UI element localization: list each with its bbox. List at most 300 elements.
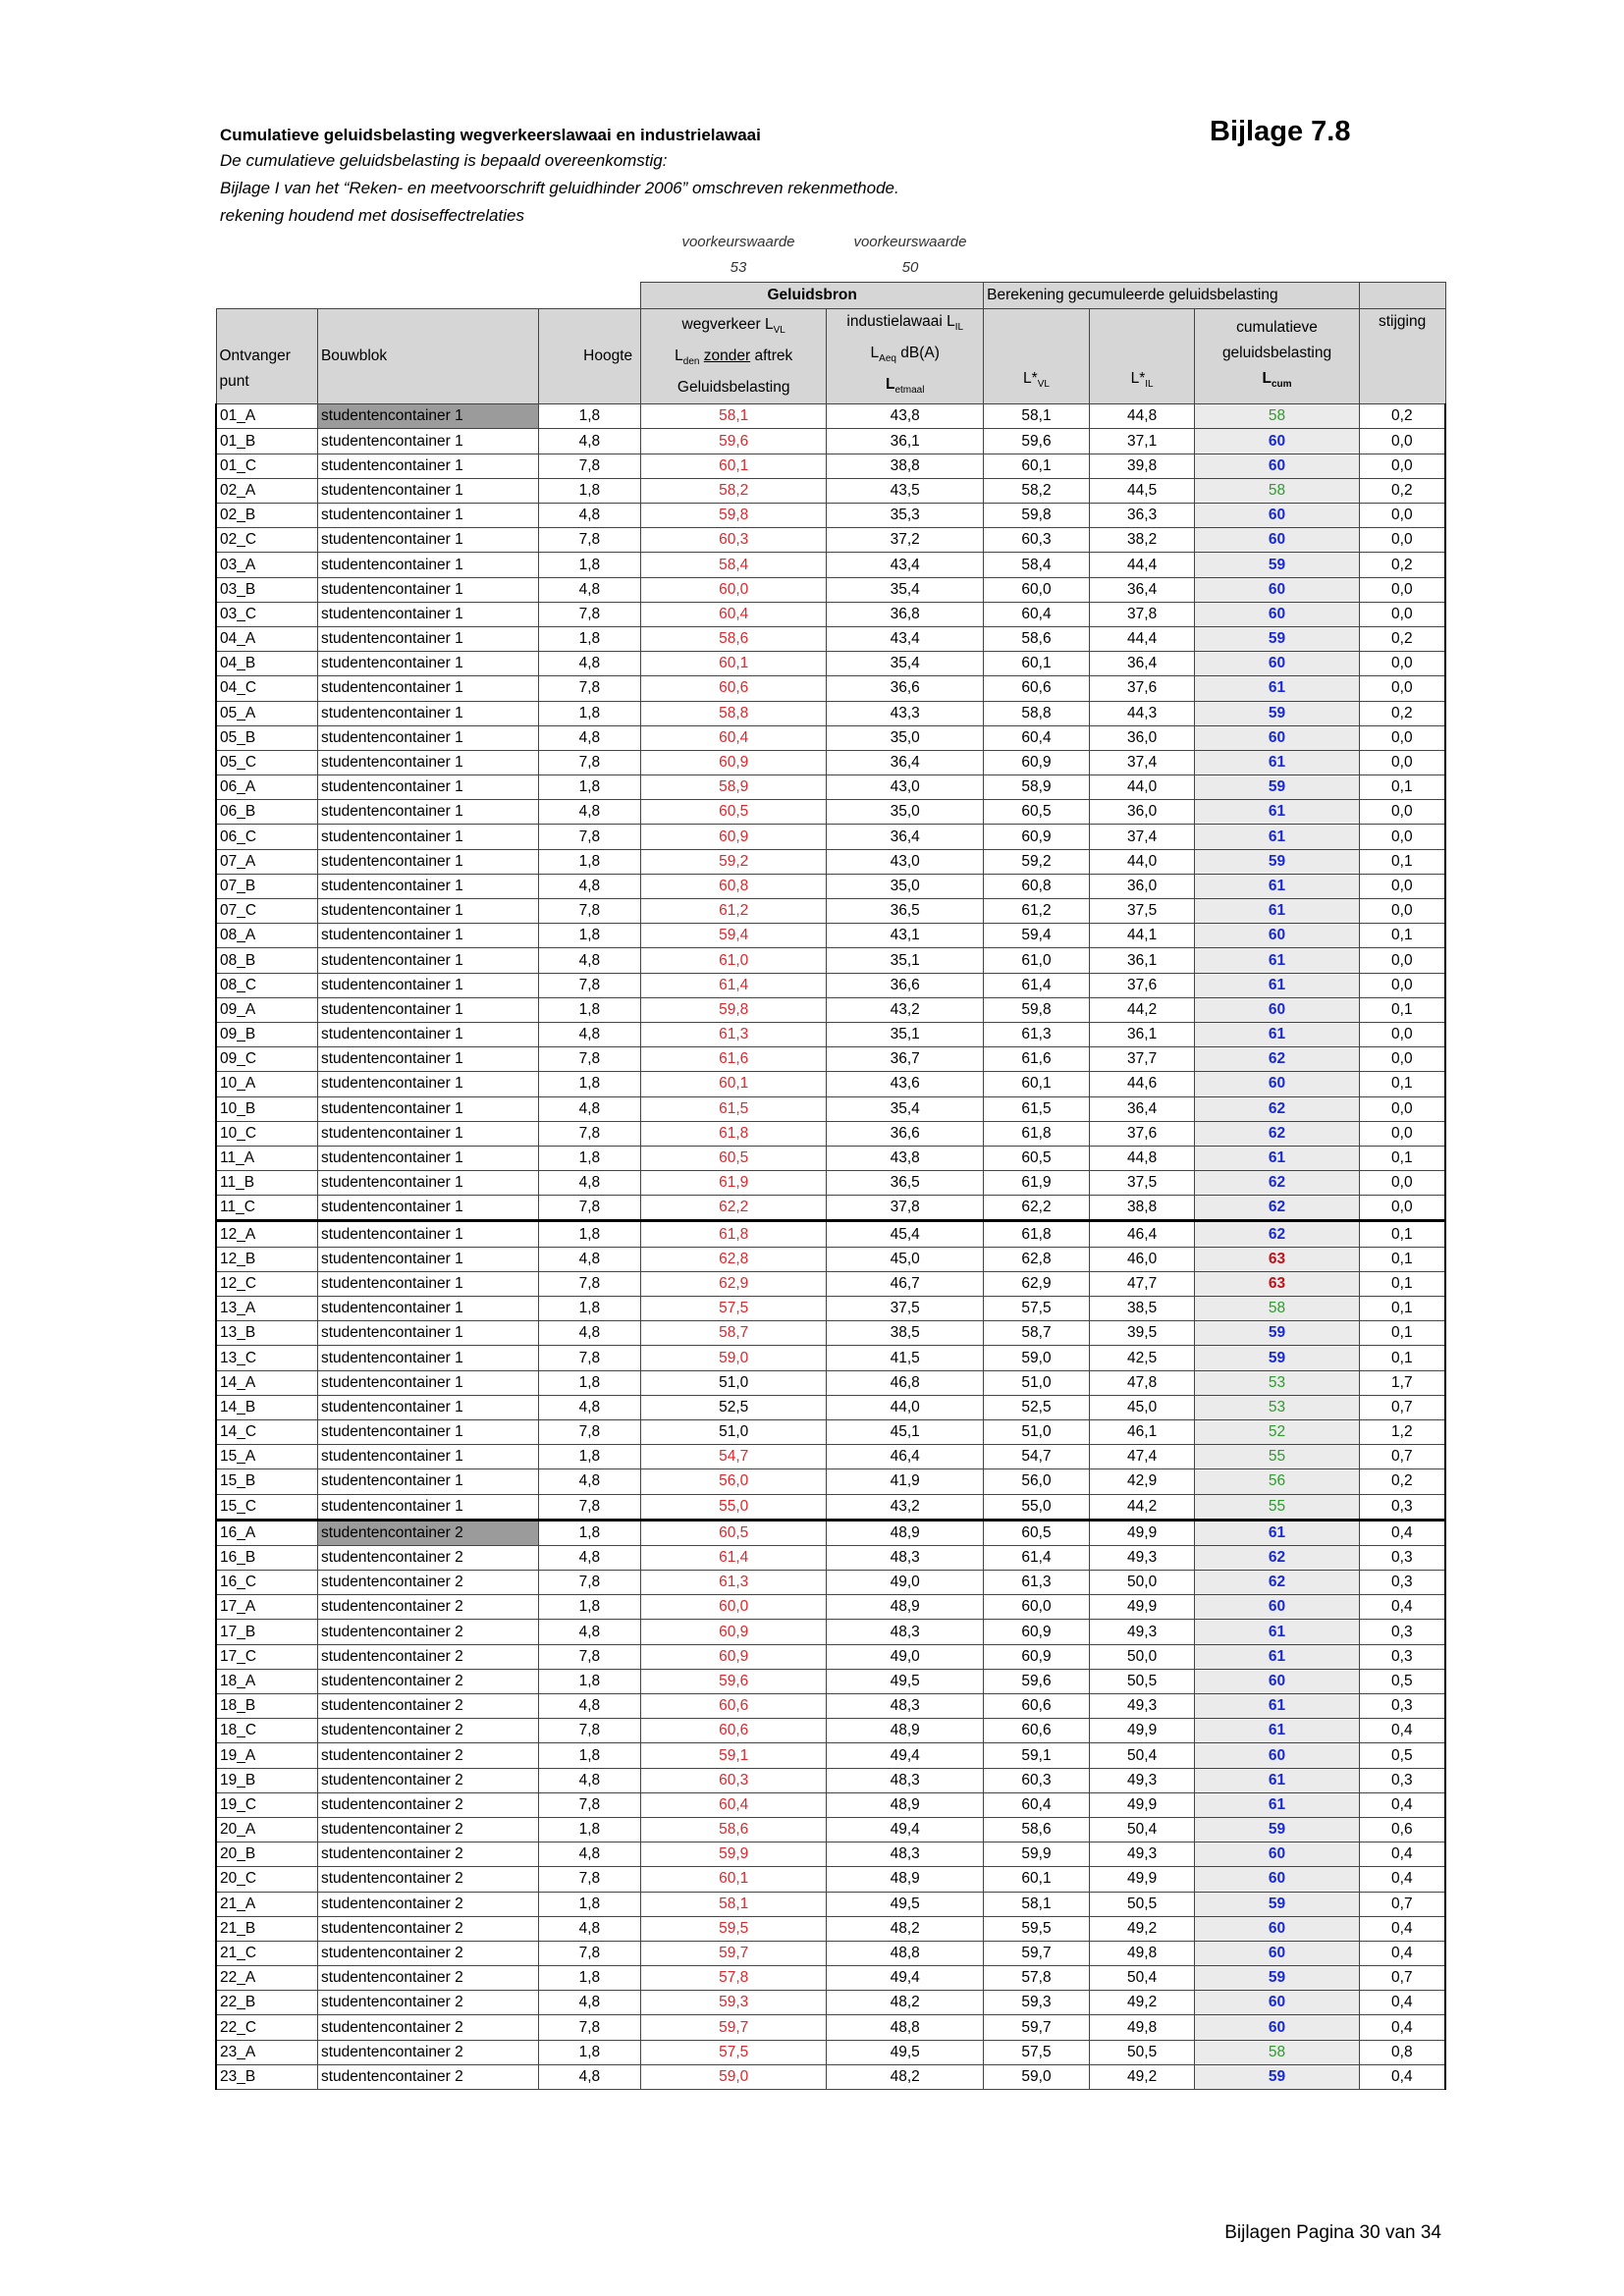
cell-rise: 0,6 [1359,1817,1445,1842]
cell-height: 4,8 [538,1916,641,1941]
cell-industry: 36,4 [827,825,984,849]
table-row [216,1817,1445,1842]
cell-lvl: 62,8 [984,1247,1090,1271]
cell-cumulative: 58 [1195,478,1359,503]
table-row [216,1792,1445,1817]
cell-rise: 0,2 [1359,1469,1445,1494]
cell-industry: 35,0 [827,725,984,750]
cell-rise: 0,0 [1359,676,1445,701]
cell-cumulative: 53 [1195,1395,1359,1419]
cell-block: studentencontainer 1 [317,874,538,898]
cell-block: studentencontainer 2 [317,1941,538,1965]
cell-road: 59,1 [641,1743,827,1768]
cell-receiver: 21_A [216,1892,317,1916]
cell-cumulative: 62 [1195,1196,1359,1221]
cell-block: studentencontainer 1 [317,948,538,973]
cell-lvl: 60,0 [984,577,1090,602]
cell-lvl: 58,9 [984,775,1090,800]
cell-road: 60,5 [641,1146,827,1170]
cell-rise: 0,3 [1359,1694,1445,1719]
cell-height: 7,8 [538,1494,641,1520]
cell-road: 57,5 [641,1297,827,1321]
cell-road: 58,6 [641,626,827,651]
cell-cumulative: 61 [1195,899,1359,924]
cell-cumulative: 59 [1195,626,1359,651]
cell-receiver: 23_A [216,2040,317,2064]
cell-block: studentencontainer 1 [317,1321,538,1346]
cell-rise: 0,7 [1359,1966,1445,1991]
table-row [216,504,1445,528]
cell-industry: 48,3 [827,1842,984,1867]
cell-lvl: 60,3 [984,1768,1090,1792]
cell-height: 1,8 [538,1370,641,1395]
cell-receiver: 02_B [216,504,317,528]
cell-block: studentencontainer 2 [317,1520,538,1545]
cell-rise: 0,7 [1359,1445,1445,1469]
cell-lil: 50,0 [1089,1644,1195,1669]
col-header-road: wegverkeer $L_{VL}$ $L_{den}$ zonder aftrek Geluidsbelasting [641,309,827,404]
cell-industry: 36,1 [827,429,984,454]
cell-industry: 45,1 [827,1419,984,1444]
cell-industry: 43,2 [827,997,984,1022]
cell-receiver: 08_A [216,924,317,948]
cell-lvl: 60,6 [984,1719,1090,1743]
cell-industry: 35,4 [827,652,984,676]
cell-block: studentencontainer 2 [317,1817,538,1842]
cell-block: studentencontainer 2 [317,1620,538,1644]
cell-receiver: 05_B [216,725,317,750]
cell-lvl: 54,7 [984,1445,1090,1469]
table-row [216,849,1445,874]
cell-receiver: 22_B [216,1991,317,2015]
cell-lvl: 59,8 [984,997,1090,1022]
cell-lil: 37,4 [1089,750,1195,774]
cell-industry: 36,4 [827,750,984,774]
cell-block: studentencontainer 1 [317,1072,538,1096]
cell-lvl: 52,5 [984,1395,1090,1419]
cell-cumulative: 60 [1195,1941,1359,1965]
table-row [216,1743,1445,1768]
cell-rise: 0,0 [1359,874,1445,898]
cell-height: 4,8 [538,1469,641,1494]
table-row [216,924,1445,948]
cell-industry: 46,7 [827,1271,984,1296]
cell-cumulative: 59 [1195,775,1359,800]
cell-lvl: 60,4 [984,1792,1090,1817]
cell-cumulative: 59 [1195,849,1359,874]
cell-height: 4,8 [538,1842,641,1867]
cell-cumulative: 60 [1195,1743,1359,1768]
cell-rise: 0,0 [1359,725,1445,750]
cell-lil: 37,6 [1089,1121,1195,1146]
cell-road: 57,5 [641,2040,827,2064]
cell-cumulative: 59 [1195,553,1359,577]
cell-lvl: 60,1 [984,1072,1090,1096]
cell-road: 60,1 [641,652,827,676]
cell-block: studentencontainer 2 [317,1669,538,1693]
cell-lvl: 59,0 [984,1346,1090,1370]
cell-receiver: 05_A [216,701,317,725]
cell-rise: 0,1 [1359,1271,1445,1296]
cell-industry: 36,7 [827,1047,984,1072]
cell-lvl: 61,4 [984,973,1090,997]
cell-block: studentencontainer 1 [317,849,538,874]
cell-rise: 0,2 [1359,478,1445,503]
cell-road: 60,4 [641,725,827,750]
cell-block: studentencontainer 1 [317,899,538,924]
cell-lvl: 60,1 [984,1867,1090,1892]
cell-rise: 0,4 [1359,1991,1445,2015]
cell-cumulative: 60 [1195,1916,1359,1941]
cell-lil: 49,2 [1089,1991,1195,2015]
cell-receiver: 09_B [216,1022,317,1046]
cell-block: studentencontainer 2 [317,1595,538,1620]
cell-lil: 50,5 [1089,2040,1195,2064]
cell-road: 52,5 [641,1395,827,1419]
cell-cumulative: 62 [1195,1221,1359,1247]
cell-industry: 36,8 [827,602,984,626]
cell-rise: 0,0 [1359,1171,1445,1196]
cell-road: 54,7 [641,1445,827,1469]
cell-receiver: 01_C [216,454,317,478]
cell-block: studentencontainer 1 [317,1121,538,1146]
cell-lil: 42,5 [1089,1346,1195,1370]
cell-industry: 48,8 [827,1941,984,1965]
cell-receiver: 02_C [216,528,317,553]
cell-cumulative: 60 [1195,1072,1359,1096]
cell-industry: 49,0 [827,1571,984,1595]
cell-height: 4,8 [538,1096,641,1121]
cell-receiver: 11_C [216,1196,317,1221]
cell-rise: 0,0 [1359,1196,1445,1221]
table-row [216,1072,1445,1096]
table-row [216,1842,1445,1867]
cell-block: studentencontainer 1 [317,1146,538,1170]
cell-road: 59,9 [641,1842,827,1867]
cell-lil: 37,4 [1089,825,1195,849]
cell-lvl: 61,6 [984,1047,1090,1072]
cell-block: studentencontainer 1 [317,454,538,478]
cell-receiver: 20_B [216,1842,317,1867]
cell-height: 7,8 [538,1867,641,1892]
cell-rise: 0,2 [1359,553,1445,577]
cell-industry: 48,2 [827,1916,984,1941]
cell-receiver: 13_C [216,1346,317,1370]
cell-road: 59,0 [641,2064,827,2089]
cell-lil: 44,4 [1089,626,1195,651]
cell-road: 62,9 [641,1271,827,1296]
cell-lil: 36,0 [1089,725,1195,750]
cell-industry: 36,6 [827,973,984,997]
cell-industry: 49,5 [827,1669,984,1693]
cell-rise: 0,8 [1359,2040,1445,2064]
table-row [216,1096,1445,1121]
cell-road: 60,4 [641,602,827,626]
cell-lvl: 59,8 [984,504,1090,528]
cell-lil: 50,0 [1089,1571,1195,1595]
cell-block: studentencontainer 1 [317,1494,538,1520]
cell-receiver: 15_B [216,1469,317,1494]
table-row [216,2064,1445,2089]
cell-height: 1,8 [538,1669,641,1693]
cell-cumulative: 60 [1195,528,1359,553]
cell-lvl: 60,3 [984,528,1090,553]
cell-industry: 48,3 [827,1620,984,1644]
cell-lil: 37,7 [1089,1047,1195,1072]
cell-lil: 49,9 [1089,1867,1195,1892]
cell-block: studentencontainer 2 [317,1991,538,2015]
cell-lil: 37,6 [1089,676,1195,701]
cell-receiver: 18_B [216,1694,317,1719]
cell-industry: 44,0 [827,1395,984,1419]
cell-height: 7,8 [538,1196,641,1221]
cell-block: studentencontainer 1 [317,750,538,774]
cell-height: 7,8 [538,750,641,774]
cell-height: 4,8 [538,1247,641,1271]
cell-block: studentencontainer 1 [317,1419,538,1444]
table-row [216,825,1445,849]
cell-height: 1,8 [538,701,641,725]
cell-block: studentencontainer 1 [317,1047,538,1072]
cell-cumulative: 55 [1195,1494,1359,1520]
cell-receiver: 09_C [216,1047,317,1072]
cell-industry: 48,2 [827,2064,984,2089]
cell-road: 59,7 [641,2015,827,2040]
cell-height: 7,8 [538,1121,641,1146]
cell-cumulative: 60 [1195,1991,1359,2015]
cell-lil: 46,1 [1089,1419,1195,1444]
cell-lvl: 57,8 [984,1966,1090,1991]
cell-receiver: 21_B [216,1916,317,1941]
table-row [216,997,1445,1022]
cell-lil: 49,9 [1089,1520,1195,1545]
cell-lvl: 61,9 [984,1171,1090,1196]
cell-height: 7,8 [538,1792,641,1817]
cell-block: studentencontainer 1 [317,553,538,577]
cell-block: studentencontainer 1 [317,602,538,626]
cell-lvl: 59,7 [984,1941,1090,1965]
table-row [216,626,1445,651]
cell-cumulative: 62 [1195,1047,1359,1072]
cell-receiver: 20_C [216,1867,317,1892]
cell-receiver: 13_B [216,1321,317,1346]
noise-table [215,282,1446,2090]
cell-block: studentencontainer 1 [317,997,538,1022]
cell-cumulative: 59 [1195,1817,1359,1842]
cell-lvl: 60,1 [984,652,1090,676]
cell-rise: 1,2 [1359,1419,1445,1444]
table-row [216,1221,1445,1247]
cell-block: studentencontainer 2 [317,1892,538,1916]
cell-cumulative: 60 [1195,652,1359,676]
annex-label: Bijlage 7.8 [1210,116,1351,147]
table-row [216,1966,1445,1991]
cell-road: 57,8 [641,1966,827,1991]
cell-road: 58,1 [641,1892,827,1916]
cell-receiver: 14_A [216,1370,317,1395]
cell-road: 61,0 [641,948,827,973]
table-row [216,1694,1445,1719]
cell-lvl: 61,4 [984,1545,1090,1570]
table-row [216,528,1445,553]
cell-road: 60,1 [641,1072,827,1096]
cell-cumulative: 59 [1195,1892,1359,1916]
cell-rise: 0,0 [1359,825,1445,849]
cell-industry: 48,3 [827,1694,984,1719]
cell-road: 60,9 [641,825,827,849]
cell-rise: 0,2 [1359,626,1445,651]
cell-receiver: 11_B [216,1171,317,1196]
cell-rise: 0,1 [1359,775,1445,800]
cell-road: 59,2 [641,849,827,874]
cell-industry: 49,4 [827,1743,984,1768]
cell-lvl: 60,5 [984,1146,1090,1170]
cell-road: 60,8 [641,874,827,898]
cell-receiver: 04_C [216,676,317,701]
table-row [216,1022,1445,1046]
cell-lvl: 60,6 [984,676,1090,701]
cell-rise: 0,3 [1359,1620,1445,1644]
cell-height: 1,8 [538,1817,641,1842]
cell-lil: 49,9 [1089,1719,1195,1743]
cell-rise: 0,1 [1359,1247,1445,1271]
table-row [216,676,1445,701]
cell-road: 61,8 [641,1121,827,1146]
cell-lil: 50,4 [1089,1743,1195,1768]
cell-height: 7,8 [538,825,641,849]
cell-road: 61,6 [641,1047,827,1072]
cell-height: 1,8 [538,404,641,429]
cell-lil: 44,6 [1089,1072,1195,1096]
cell-receiver: 08_C [216,973,317,997]
cell-industry: 43,4 [827,626,984,651]
cell-block: studentencontainer 1 [317,478,538,503]
cell-rise: 0,1 [1359,1321,1445,1346]
cell-receiver: 21_C [216,1941,317,1965]
cell-cumulative: 61 [1195,1520,1359,1545]
cell-block: studentencontainer 1 [317,1221,538,1247]
table-row [216,750,1445,774]
cell-rise: 1,7 [1359,1370,1445,1395]
cell-lvl: 59,4 [984,924,1090,948]
col-header-industry: industielawaai $L_{IL}$ $L_{Aeq}$ dB(A) $L_{etmaal}$ [827,309,984,404]
cell-lvl: 59,2 [984,849,1090,874]
cell-rise: 0,0 [1359,1096,1445,1121]
cell-lil: 38,5 [1089,1297,1195,1321]
cell-road: 60,5 [641,800,827,825]
cell-industry: 37,5 [827,1297,984,1321]
cell-industry: 35,0 [827,874,984,898]
cell-cumulative: 62 [1195,1096,1359,1121]
preference-label-road: voorkeurswaarde [681,234,795,250]
table-row [216,1271,1445,1296]
cell-receiver: 08_B [216,948,317,973]
cell-cumulative: 63 [1195,1271,1359,1296]
cell-height: 4,8 [538,874,641,898]
cell-road: 59,6 [641,1669,827,1693]
cell-cumulative: 61 [1195,1022,1359,1046]
preference-value-road: 53 [730,259,747,276]
table-row [216,553,1445,577]
table-row [216,899,1445,924]
table-row [216,577,1445,602]
cell-receiver: 18_C [216,1719,317,1743]
cell-height: 7,8 [538,2015,641,2040]
cell-rise: 0,1 [1359,1346,1445,1370]
cell-height: 7,8 [538,973,641,997]
cell-road: 61,2 [641,899,827,924]
table-row [216,2040,1445,2064]
cell-rise: 0,3 [1359,1571,1445,1595]
cell-industry: 36,6 [827,1121,984,1146]
cell-lil: 37,5 [1089,1171,1195,1196]
table-row [216,1644,1445,1669]
cell-lvl: 55,0 [984,1494,1090,1520]
cell-lvl: 61,8 [984,1121,1090,1146]
cell-receiver: 14_C [216,1419,317,1444]
cell-industry: 43,1 [827,924,984,948]
cell-industry: 38,8 [827,454,984,478]
cell-receiver: 03_A [216,553,317,577]
cell-height: 4,8 [538,800,641,825]
cell-cumulative: 58 [1195,1297,1359,1321]
cell-lil: 49,2 [1089,2064,1195,2089]
cell-cumulative: 60 [1195,1669,1359,1693]
table-row [216,1916,1445,1941]
table-row [216,1620,1445,1644]
cell-rise: 0,1 [1359,997,1445,1022]
cell-rise: 0,5 [1359,1743,1445,1768]
cell-lvl: 59,9 [984,1842,1090,1867]
cell-block: studentencontainer 2 [317,1768,538,1792]
cell-cumulative: 61 [1195,973,1359,997]
cell-industry: 36,6 [827,676,984,701]
table-row [216,1469,1445,1494]
cell-lil: 36,4 [1089,652,1195,676]
cell-lil: 49,3 [1089,1842,1195,1867]
cell-road: 62,8 [641,1247,827,1271]
cell-cumulative: 59 [1195,1346,1359,1370]
cell-lil: 36,4 [1089,1096,1195,1121]
cell-lil: 37,6 [1089,973,1195,997]
table-row [216,1768,1445,1792]
cell-lvl: 57,5 [984,1297,1090,1321]
cell-road: 61,3 [641,1571,827,1595]
cell-height: 1,8 [538,1966,641,1991]
cell-height: 4,8 [538,1694,641,1719]
cell-height: 7,8 [538,1941,641,1965]
cell-cumulative: 61 [1195,1792,1359,1817]
cell-lvl: 61,3 [984,1022,1090,1046]
cell-receiver: 19_C [216,1792,317,1817]
cell-cumulative: 61 [1195,1719,1359,1743]
cell-block: studentencontainer 2 [317,1644,538,1669]
col-header-block: Bouwblok [317,309,538,404]
cell-cumulative: 60 [1195,1867,1359,1892]
cell-road: 59,6 [641,429,827,454]
cell-receiver: 02_A [216,478,317,503]
cell-industry: 43,0 [827,849,984,874]
cell-rise: 0,0 [1359,652,1445,676]
cell-lil: 44,2 [1089,997,1195,1022]
cell-lvl: 58,6 [984,626,1090,651]
cell-road: 61,3 [641,1022,827,1046]
cell-road: 61,8 [641,1221,827,1247]
col-header-receiver: Ontvanger punt [216,309,317,404]
cell-lil: 49,9 [1089,1595,1195,1620]
intro-line-1: De cumulatieve geluidsbelasting is bepaald overeenkomstig: [220,151,668,170]
cell-cumulative: 61 [1195,825,1359,849]
